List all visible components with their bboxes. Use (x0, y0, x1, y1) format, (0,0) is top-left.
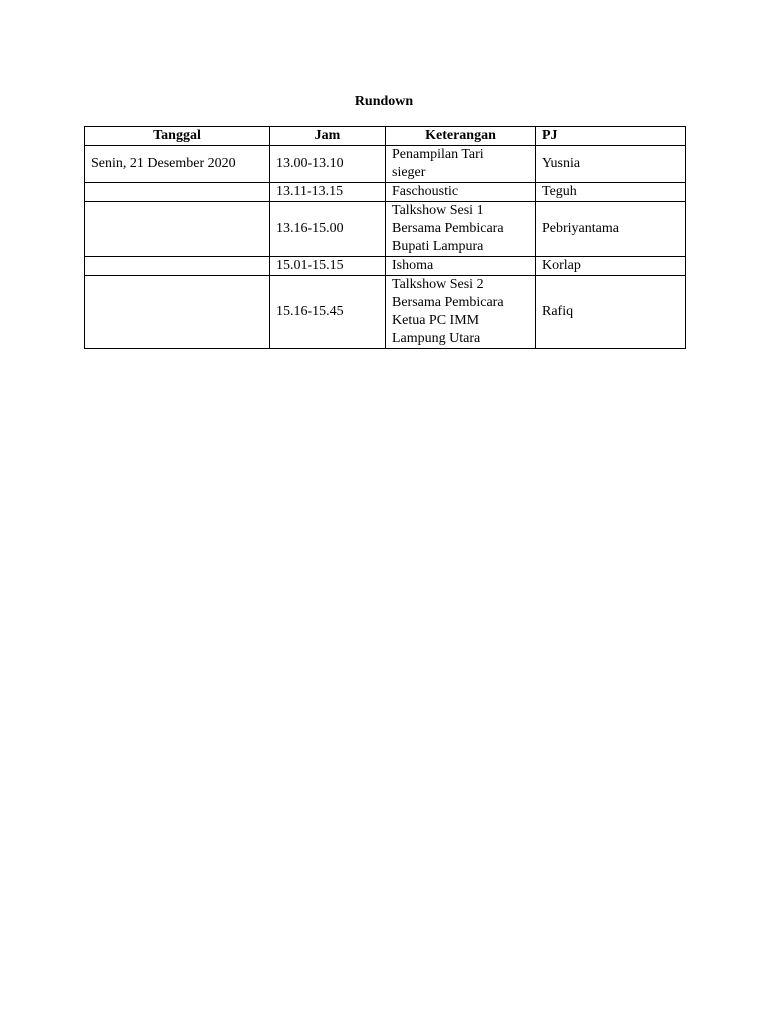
rundown-table (84, 126, 686, 349)
cell-tanggal (85, 276, 270, 349)
cell-tanggal (85, 257, 270, 276)
header-jam: Jam (270, 127, 386, 146)
cell-pj: Pebriyantama (536, 202, 686, 257)
cell-tanggal (85, 183, 270, 202)
page-title: Rundown (354, 94, 414, 109)
cell-pj: Rafiq (536, 276, 686, 349)
table-row (85, 257, 686, 276)
cell-pj: Yusnia (536, 146, 686, 183)
header-pj: PJ (536, 127, 686, 146)
table-row (85, 276, 686, 349)
table-header-row (85, 127, 686, 146)
cell-keterangan: Talkshow Sesi 1 Bersama Pembicara Bupati Lampura (386, 202, 536, 257)
table-row (85, 202, 686, 257)
cell-jam: 15.16-15.45 (270, 276, 386, 349)
table-row (85, 183, 686, 202)
table-row (85, 146, 686, 183)
header-keterangan: Keterangan (386, 127, 536, 146)
cell-pj: Teguh (536, 183, 686, 202)
cell-pj: Korlap (536, 257, 686, 276)
cell-keterangan: Penampilan Tari sieger (386, 146, 536, 183)
cell-jam: 13.11-13.15 (270, 183, 386, 202)
cell-keterangan: Ishoma (386, 257, 536, 276)
cell-jam: 13.00-13.10 (270, 146, 386, 183)
cell-tanggal (85, 202, 270, 257)
cell-keterangan: Talkshow Sesi 2 Bersama Pembicara Ketua PC IMM Lampung Utara (386, 276, 536, 349)
cell-jam: 15.01-15.15 (270, 257, 386, 276)
cell-keterangan: Faschoustic (386, 183, 536, 202)
cell-jam: 13.16-15.00 (270, 202, 386, 257)
cell-tanggal: Senin, 21 Desember 2020 (85, 146, 270, 183)
header-tanggal: Tanggal (85, 127, 270, 146)
